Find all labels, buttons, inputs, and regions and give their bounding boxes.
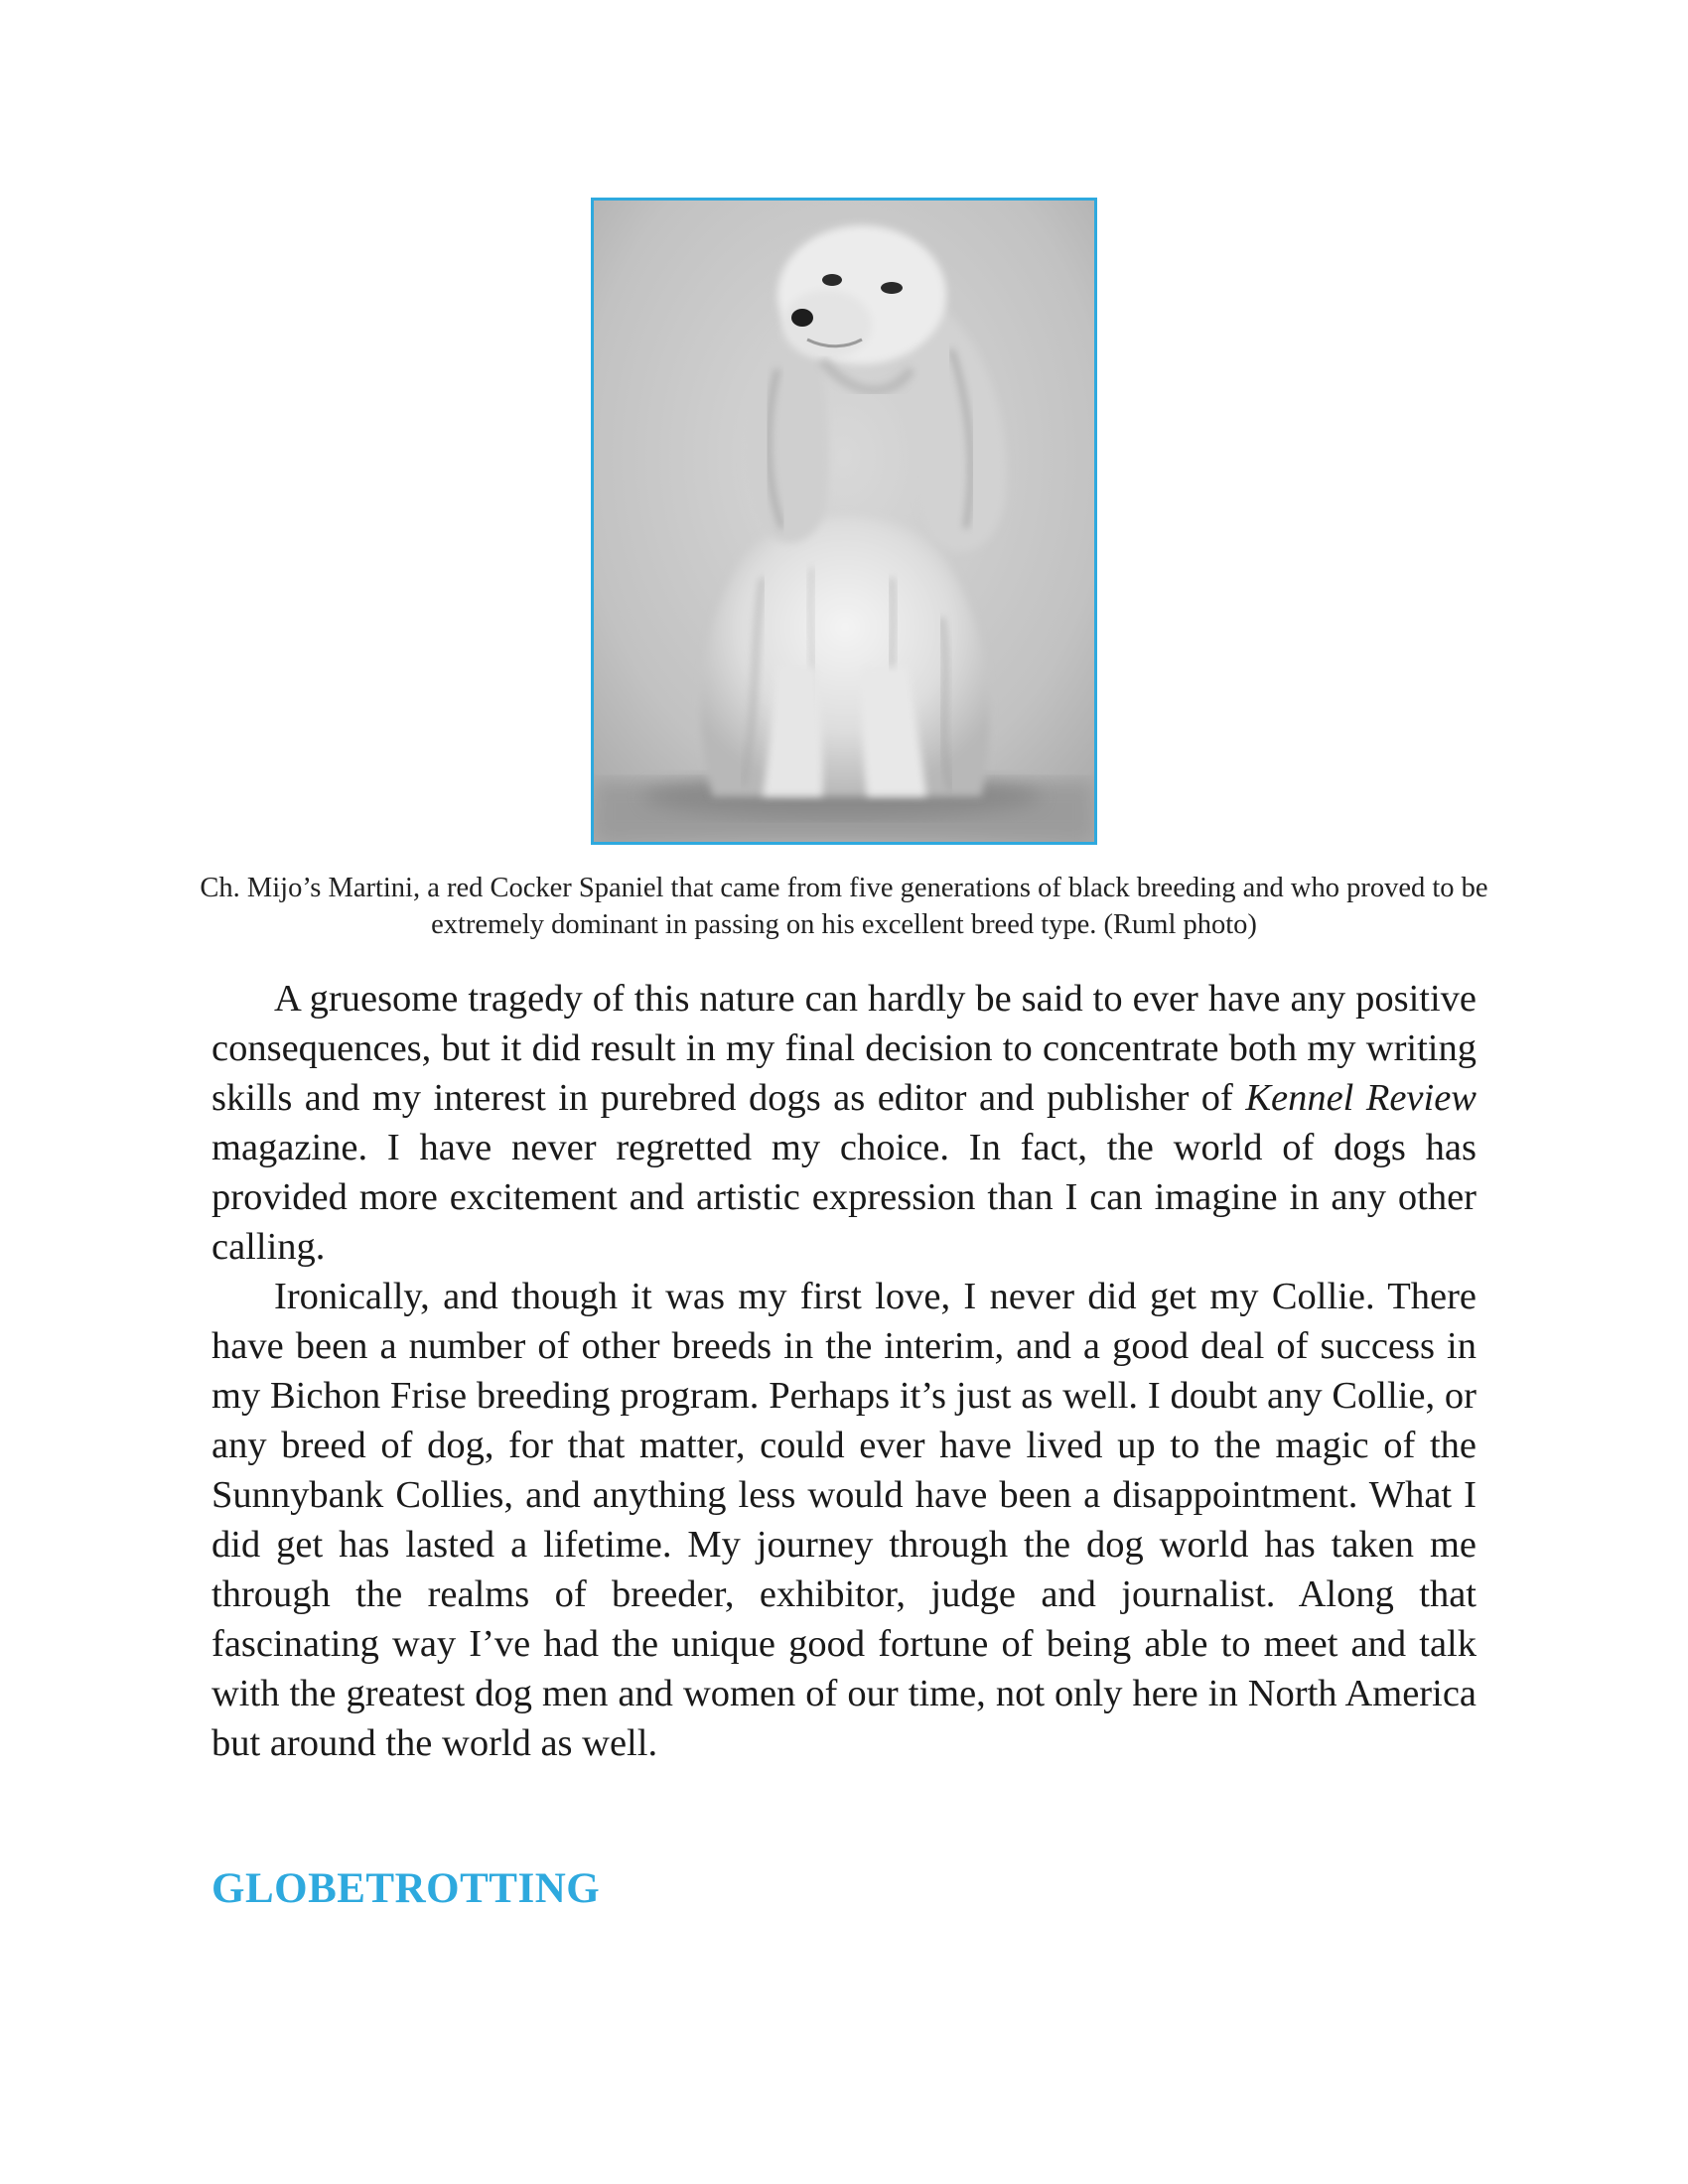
magazine-title: Kennel Review: [1245, 1077, 1477, 1119]
paragraph: [211, 974, 1477, 1272]
paragraph-text: A gruesome tragedy of this nature can hardly be said to ever have any positive consequences, but it did result in my final decision to concentrate both my writing skills and my interest in purebred dogs as editor and publisher of: [211, 978, 1477, 1119]
dog-photo-frame: [591, 198, 1097, 845]
section-heading: GLOBETROTTING: [211, 1865, 601, 1912]
body-text: [211, 974, 1477, 1768]
photo-caption: Ch. Mijo’s Martini, a red Cocker Spaniel that came from five generations of black breeding and who proved to be extremely dominant in passing on his excellent breed type. (Ruml photo): [200, 873, 1488, 940]
paragraph-text: magazine. I have never regretted my choice. In fact, the world of dogs has provided more excitement and artistic expression than I can imagine in any other calling.: [211, 1127, 1477, 1268]
cocker-spaniel-photo: [594, 201, 1094, 842]
paragraph: Ironically, and though it was my first love, I never did get my Collie. There have been a number of other breeds in the interim, and a good deal of success in my Bichon Frise breeding program. Perhaps it’s just as well. I doubt any Collie, or any breed of dog, for that matter, could ever have lived up to the magic of the Sunnybank Collies, and anything less would have been a disappointment. What I did get has lasted a lifetime. My journey through the dog world has taken me through the realms of breeder, exhibitor, judge and journalist. Along that fascinating way I’ve had the unique good fortune of being able to meet and talk with the greatest dog men and women of our time, not only here in North America but around the world as well.: [211, 1276, 1477, 1764]
